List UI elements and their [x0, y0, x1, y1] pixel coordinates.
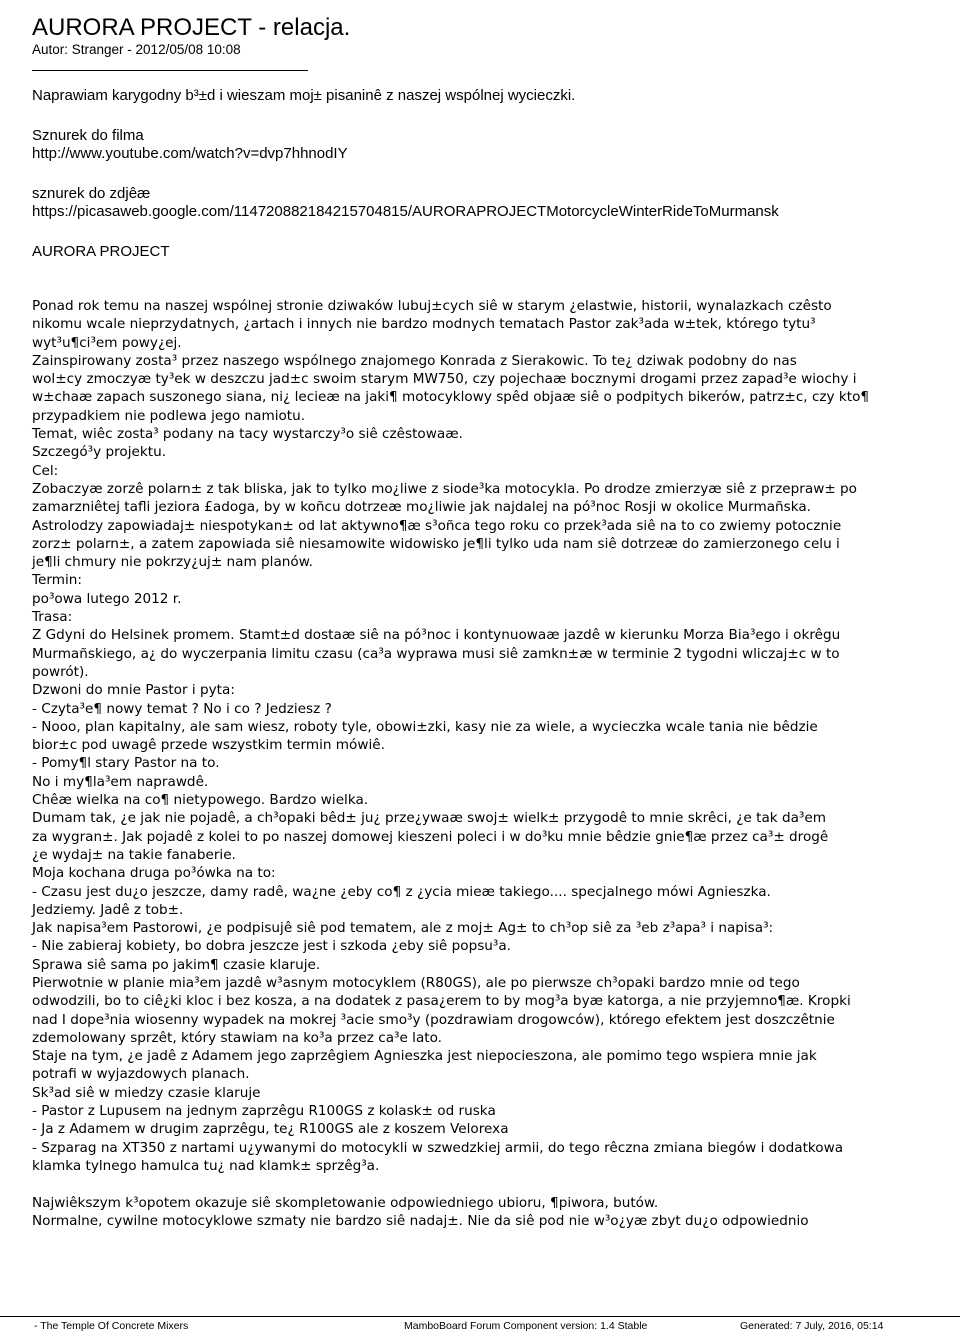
intro-line: Naprawiam karygodny b³±d i wieszam moj± pisaninê z naszej wspólnej wycieczki. — [32, 87, 576, 104]
photos-link[interactable]: https://picasaweb.google.com/114720882184215704815/AURORAPROJECTMotorcycleWinterRideToMurmansk — [32, 203, 779, 220]
body-line: Termin: — [32, 572, 82, 589]
body-line: Cel: — [32, 462, 59, 479]
body-line: Temat, wiêc zosta³ podany na tacy wystarczy³o siê czêstowaæ. — [32, 426, 463, 443]
body-line: wyt³u¶ci³em powy¿ej. — [32, 334, 182, 351]
body-line: Z Gdyni do Helsinek promem. Stamt±d dostaæ siê na pó³noc i kontynuowaæ jazdê w kierunku Morza Bia³ego i okrêgu — [32, 627, 841, 644]
body-line: odwodzili, bo to ciê¿ki kloc i bez kosza, a na dodatek z pasa¿erem to by mog³a byæ katorga, a nie przyjemno¶æ. Kropki — [32, 993, 851, 1010]
body-line: przypadkiem nie podlewa jego namiotu. — [32, 407, 306, 424]
post-meta: Autor: Stranger - 2012/05/08 10:08 — [32, 42, 241, 57]
body-line: - Pomy¶l stary Pastor na to. — [32, 755, 220, 772]
photos-label: sznurek do zdjêæ — [32, 185, 151, 202]
body-line: Chêæ wielka na co¶ nietypowego. Bardzo wielka. — [32, 792, 369, 809]
body-line: Sk³ad siê w miedzy czasie klaruje — [32, 1084, 261, 1101]
body-line: Moja kochana druga po³ówka na to: — [32, 865, 276, 882]
body-line: zdemolowany sprzêt, który stawiam na ko³a przez ca³e lato. — [32, 1029, 443, 1046]
body-line: zamarzniêtej tafli jeziora £adoga, by w koñcu dotrzeæ mo¿liwie jak najdalej na pó³noc Rosji w okolice Murmañska. — [32, 499, 812, 516]
body-line: - Ja z Adamem w drugim zaprzêgu, te¿ R100GS ale z koszem Velorexa — [32, 1121, 509, 1138]
divider — [32, 70, 308, 71]
body-line: - Pastor z Lupusem na jednym zaprzêgu R100GS z kolask± od ruska — [32, 1103, 496, 1120]
body-line: Trasa: — [32, 609, 73, 626]
body-line: Staje na tym, ¿e jadê z Adamem jego zaprzêgiem Agnieszka jest niepocieszona, ale pomimo tego wspiera mnie jak — [32, 1048, 817, 1065]
body-line: Zobaczyæ zorzê polarn± z tak bliska, jak to tylko mo¿liwe z siode³ka motocykla. Po drodze zmierzyæ siê z przepraw± po — [32, 480, 857, 497]
body-line: Szczegó³y projektu. — [32, 444, 167, 461]
document-page — [32, 14, 928, 1230]
body-line: w±chaæ zapach suszonego siana, ni¿ lecieæ na jaki¶ motocyklowy spêd objaæ siê o podpitych bikerów, patrz±c, czy kto¶ — [32, 389, 870, 406]
body-line: Zainspirowany zosta³ przez naszego wspólnego znajomego Konrada z Sierakowic. To te¿ dziwak podobny do nas — [32, 352, 797, 369]
section-title: AURORA PROJECT — [32, 243, 170, 260]
body-line: ¿e wydaj± na takie fanaberie. — [32, 846, 236, 863]
body-line: potrafi w wyjazdowych planach. — [32, 1066, 250, 1083]
body-line: Jedziemy. Jadê z tob±. — [32, 901, 184, 918]
body-line: wol±cy zmoczyæ ty³ek w deszczu jad±c swoim starym MW750, czy pojechaæ bocznymi drogami przez zapad³e wiochy i — [32, 371, 857, 388]
body-line: - Czyta³e¶ nowy temat ? No i co ? Jedziesz ? — [32, 700, 332, 717]
body-line: nikomu wcale nieprzydatnych, ¿artach i innych nie bardzo modnych tematach Pastor zak³ada w±tek, którego tytu³ — [32, 316, 816, 333]
body-line: - Nie zabieraj kobiety, bo dobra jeszcze jest i szkoda ¿eby siê popsu³a. — [32, 938, 511, 955]
body-line: - Nooo, plan kapitalny, ale sam wiesz, roboty tyle, obowi±zki, kasy nie za wiele, a wycieczka wcale tania nie bêdzie — [32, 718, 818, 735]
body-line: klamka tylnego hamulca tu¿ nad klamk± sprzêg³a. — [32, 1157, 380, 1174]
film-link[interactable]: http://www.youtube.com/watch?v=dvp7hhnodIY — [32, 145, 348, 162]
body-line: Astrolodzy zapowiadaj± niespotykan± od lat aktywno¶æ s³oñca tego roku co przek³ada siê na to co zwiemy potocznie — [32, 517, 842, 534]
body-line: Jak napisa³em Pastorowi, ¿e podpisujê siê pod tematem, ale z moj± Ag± to ch³op siê za ³eb z³apa³ i napisa³: — [32, 920, 774, 937]
footer-component: MamboBoard Forum Component version: 1.4 Stable — [404, 1320, 648, 1332]
body-line: zorz± polarn±, a zatem zapowiada siê niesamowite widowisko je¶li tylko uda nam siê dotrzeæ do zamierzonego celu i — [32, 535, 840, 552]
body-line: Pierwotnie w planie mia³em jazdê w³asnym motocyklem (R80GS), ale po pierwsze ch³opaki bardzo mnie od tego — [32, 974, 800, 991]
body-line: - Szparag na XT350 z nartami u¿ywanymi do motocykli w szwedzkiej armii, do tego rêczna zmiana biegów i dodatkowa — [32, 1139, 844, 1156]
body-line: - Czasu jest du¿o jeszcze, damy radê, wa¿ne ¿eby co¶ z ¿ycia mieæ takiego.... specjalnego mówi Agnieszka. — [32, 883, 771, 900]
body-line: za wygran±. Jak pojadê z kolei to po naszej domowej kieszeni poleci i w do³ku mnie bêdzie gnie¶æ przez ca³± drogê — [32, 828, 829, 845]
body-line: Sprawa siê sama po jakim¶ czasie klaruje. — [32, 956, 321, 973]
film-label: Sznurek do filma — [32, 127, 144, 144]
body-line — [32, 1175, 928, 1193]
post-body — [32, 297, 928, 1230]
body-line: No i my¶la³em naprawdê. — [32, 773, 209, 790]
footer-site: - The Temple Of Concrete Mixers — [34, 1320, 189, 1332]
body-line: Dumam tak, ¿e jak nie pojadê, a ch³opaki bêd± ju¿ prze¿ywaæ swoj± wielk± przygodê to mnie skrêci, ¿e tak da³em — [32, 810, 826, 827]
body-line: je¶li chmury nie pokrzy¿uj± nam planów. — [32, 554, 313, 571]
body-line: Ponad rok temu na naszej wspólnej stronie dziwaków lubuj±cych siê w starym ¿elastwie, historii, wynalazkach czêsto — [32, 298, 832, 314]
body-line: po³owa lutego 2012 r. — [32, 590, 182, 607]
body-line: Najwiêkszym k³opotem okazuje siê skompletowanie odpowiedniego ubioru, ¶piwora, butów. — [32, 1194, 659, 1211]
page-footer — [0, 1316, 960, 1333]
body-line: Normalne, cywilne motocyklowe szmaty nie bardzo siê nadaj±. Nie da siê pod nie w³o¿yæ zbyt du¿o odpowiednio — [32, 1212, 809, 1229]
body-line: Murmañskiego, a¿ do wyczerpania limitu czasu (ca³a wyprawa musi siê zamkn±æ w terminie 2 tygodni wliczaj±c w to — [32, 645, 840, 662]
body-line: Dzwoni do mnie Pastor i pyta: — [32, 682, 235, 699]
body-line: powrót). — [32, 663, 89, 680]
body-line: bior±c pod uwagê przede wszystkim termin mówiê. — [32, 737, 385, 754]
body-line: nad I dope³nia wiosenny wypadek na mokrej ³acie smo³y (pozdrawiam drogowców), którego efektem jest doszczêtnie — [32, 1011, 835, 1028]
footer-generated: Generated: 7 July, 2016, 05:14 — [740, 1320, 884, 1332]
page-title: AURORA PROJECT - relacja. — [32, 14, 351, 41]
